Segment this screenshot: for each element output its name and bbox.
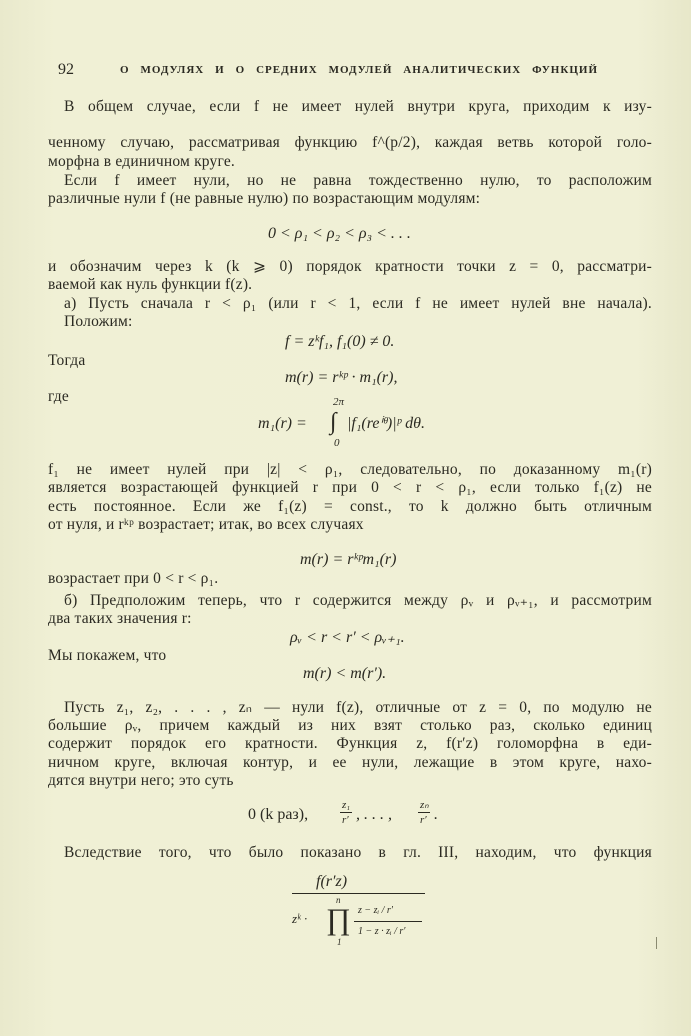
scan-mark bbox=[656, 937, 657, 949]
product-sign: ∏ bbox=[326, 903, 351, 936]
quotient-numerator: f(r′z) bbox=[316, 873, 348, 890]
frac-den: r′ bbox=[420, 814, 427, 826]
text-line: Если f имеет нули, но не равна тождественно нулю, то расположим bbox=[64, 172, 652, 189]
text-line: и обозначим через k (k ⩾ 0) порядок кратности точки z = 0, рассматри- bbox=[48, 258, 652, 275]
formula-interval: ρᵥ < r < r′ < ρᵥ₊₁. bbox=[290, 629, 405, 646]
running-header: О МОДУЛЯХ И О СРЕДНИХ МОДУЛЕЙ АНАЛИТИЧЕСКИХ ФУНКЦИЙ bbox=[120, 64, 598, 76]
text-line: различные нули f (не равные нулю) по возрастающим модулям: bbox=[48, 190, 481, 207]
integral-upper-limit: 2π bbox=[333, 396, 345, 408]
text-line: ваемой как нуль функции f(z). bbox=[48, 276, 253, 293]
text-line: а) Пусть сначала r < ρ₁ (или r < 1, если f не имеет нулей вне начала). bbox=[64, 295, 652, 312]
formula-m1-integrand: |f₁(reⁱᶿ)|ᵖ dθ. bbox=[347, 415, 426, 432]
text-line: Тогда bbox=[48, 352, 86, 369]
fraction-bar bbox=[418, 812, 430, 813]
text-line: Положим: bbox=[64, 313, 133, 330]
z-power-k: zᵏ · bbox=[292, 911, 308, 926]
text-line: Мы покажем, что bbox=[48, 647, 167, 664]
text-line: f₁ не имеет нулей при |z| < ρ₁, следовательно, по доказанному m₁(r) bbox=[48, 461, 652, 478]
text-line: где bbox=[48, 388, 69, 405]
formula-rho-order: 0 < ρ₁ < ρ₂ < ρ₃ < . . . bbox=[268, 225, 411, 242]
text-line: является возрастающей функцией r при 0 < r < ρ₁, если только f₁(z) не bbox=[48, 479, 652, 496]
text-line: дятся внутри него; это суть bbox=[48, 772, 234, 789]
text-line: Вследствие того, что было показано в гл. III, находим, что функция bbox=[64, 844, 652, 861]
frac-num: z₁ bbox=[342, 799, 351, 811]
fraction-bar bbox=[354, 921, 422, 922]
fraction-bar bbox=[292, 893, 425, 894]
formula-m1-lhs: m₁(r) = bbox=[258, 415, 307, 432]
dots: , . . . , bbox=[356, 806, 392, 823]
text-line: есть постоянное. Если же f₁(z) = const., то k должно быть отличным bbox=[48, 498, 652, 515]
product-upper-limit: n bbox=[336, 895, 341, 905]
period: . bbox=[434, 806, 438, 823]
frac-den: r′ bbox=[342, 814, 349, 826]
text-line: Пусть z₁, z₂, . . . , zₙ — нули f(z), отличные от z = 0, по модулю не bbox=[64, 699, 652, 716]
product-lower-limit: 1 bbox=[337, 937, 342, 947]
text-line: В общем случае, если f не имеет нулей внутри круга, приходим к изу- bbox=[64, 98, 652, 115]
text-line: ченному случаю, рассматривая функцию f^(p/2), каждая ветвь которой голо- bbox=[48, 134, 652, 151]
frac-num: zₙ bbox=[420, 799, 429, 811]
formula-factor: f = zᵏf₁, f₁(0) ≠ 0. bbox=[285, 333, 395, 350]
integral-sign: ∫ bbox=[330, 409, 337, 435]
text-line: два таких значения r: bbox=[48, 610, 192, 627]
text-line: возрастает при 0 < r < ρ₁. bbox=[48, 570, 219, 587]
formula-m-r: m(r) = rᵏᵖ · m₁(r), bbox=[285, 369, 398, 386]
formula-m-r2: m(r) = rᵏᵖm₁(r) bbox=[300, 551, 397, 568]
inner-numerator: z − zᵢ / r′ bbox=[358, 905, 393, 916]
inner-denominator: 1 − z · zᵢ / r′ bbox=[358, 926, 406, 937]
text-line: содержит порядок его кратности. Функция z, f(r′z) голоморфна в еди- bbox=[48, 735, 652, 752]
text-line: от нуля, и rᵏᵖ возрастает; итак, во всех случаях bbox=[48, 516, 364, 533]
text-line: ничном круге, включая контур, и ее нули, лежащие в этом круге, нахо- bbox=[48, 754, 652, 771]
page-number: 92 bbox=[58, 61, 74, 78]
integral-lower-limit: 0 bbox=[334, 437, 340, 449]
fraction-bar bbox=[340, 812, 352, 813]
zeros-prefix: 0 (k раз), bbox=[248, 806, 309, 823]
text-line: б) Предположим теперь, что r содержится между ρᵥ и ρᵥ₊₁, и рассмотрим bbox=[64, 592, 652, 609]
text-line: большие ρᵥ, причем каждый из них взят столько раз, сколько единиц bbox=[48, 717, 652, 734]
formula-inequality: m(r) < m(r′). bbox=[303, 665, 387, 682]
text-line: морфна в единичном круге. bbox=[48, 153, 236, 170]
